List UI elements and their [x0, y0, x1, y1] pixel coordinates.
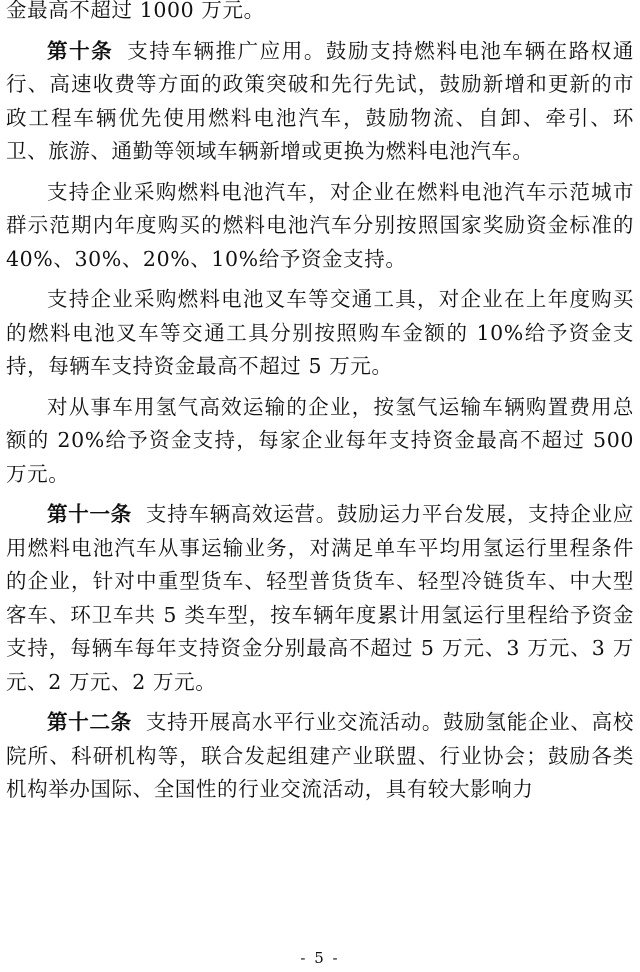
article-11-number: 第十一条: [47, 502, 132, 526]
article-12-paragraph: [6, 706, 634, 807]
paragraph-fragment: 金最高不超过 1000 万元。: [6, 0, 265, 22]
article-11-text: 支持车辆高效运营。鼓励运力平台发展，支持企业应用燃料电池汽车从事运输业务，对满足单车平均用氢运行里程条件的企业，针对中重型货车、轻型普货货车、轻型冷链货车、中大型客车、环卫车共 5 类车型，按车辆年度累计用氢运行里程给予资金支持，每辆车每年支持资金分别最高不超过 5 万元、3 万元、3 万元、2 万元、2 万元。: [6, 502, 634, 694]
article-10-text: 支持车辆推广应用。鼓励支持燃料电池车辆在路权通行、高速收费等方面的政策突破和先行先试，鼓励新增和更新的市政工程车辆优先使用燃料电池汽车，鼓励物流、自卸、牵引、环卫、旅游、通勤等领域车辆新增或更换为燃料电池汽车。: [6, 38, 634, 163]
page-number: - 5 -: [300, 949, 340, 967]
forklift-paragraph: 支持企业采购燃料电池叉车等交通工具，对企业在上年度购买的燃料电池叉车等交通工具分别按照购车金额的 10%给予资金支持，每辆车支持资金最高不超过 5 万元。: [6, 287, 634, 378]
vehicle-purchase-paragraph: 支持企业采购燃料电池汽车，对企业在燃料电池汽车示范城市群示范期内年度购买的燃料电池汽车分别按照国家奖励资金标准的 40%、30%、20%、10%给予资金支持。: [6, 179, 634, 271]
article-12-text: 支持开展高水平行业交流活动。鼓励氢能企业、高校院所、科研机构等，联合发起组建产业联盟、行业协会；鼓励各类机构举办国际、全国性的行业交流活动，具有较大影响力: [6, 710, 634, 801]
article-10-paragraph: [6, 35, 634, 169]
article-12-number: 第十二条: [47, 710, 132, 734]
article-10-number: 第十条: [47, 38, 114, 63]
document-body: [6, 0, 634, 807]
hydrogen-transport-paragraph: 对从事车用氢气高效运输的企业，按氢气运输车辆购置费用总额的 20%给予资金支持，每家企业每年支持资金最高不超过 500 万元。: [6, 394, 634, 486]
article-11-paragraph: [6, 498, 634, 699]
